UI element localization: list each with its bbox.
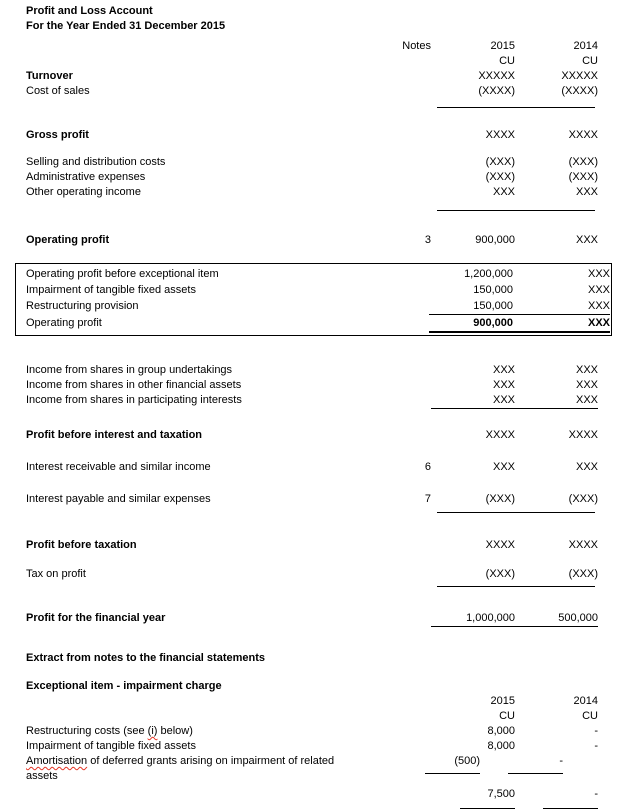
value-2014: XXX xyxy=(513,298,610,315)
row-impairment-tangible-assets xyxy=(26,282,610,298)
row-profit-before-interest-taxation xyxy=(26,428,598,443)
year-2015-header: 2015 xyxy=(490,695,515,707)
value-2015: XXXX xyxy=(485,129,515,141)
notes-currency-header-row xyxy=(26,709,598,724)
row-label: Administrative expenses xyxy=(26,171,146,183)
value-2015: (500) xyxy=(396,754,480,774)
row-impairment-tangible-assets-note xyxy=(26,739,598,754)
spellcheck-flagged-text: (i) xyxy=(147,725,158,737)
value-2015: 8,000 xyxy=(487,725,515,737)
currency-2015: CU xyxy=(499,55,515,67)
value-2015: XXX xyxy=(492,186,515,198)
value-2015: (XXXX) xyxy=(478,85,515,97)
year-2015-header: 2015 xyxy=(490,40,515,52)
value-2015: 150,000 xyxy=(429,298,513,315)
row-label: Impairment of tangible fixed assets xyxy=(26,740,196,752)
value-2014: XXX xyxy=(515,393,598,409)
value-2014: XXXX xyxy=(568,129,598,141)
currency-2014: CU xyxy=(582,710,598,722)
row-tax-on-profit xyxy=(26,567,598,582)
row-label: Profit before taxation xyxy=(26,539,137,551)
row-label: Selling and distribution costs xyxy=(26,156,166,168)
note-ref: 6 xyxy=(424,461,431,473)
row-label: Gross profit xyxy=(26,129,89,141)
value-2015: XXX xyxy=(492,379,515,391)
row-restructuring-costs xyxy=(26,724,598,739)
value-2015: XXXX xyxy=(485,539,515,551)
row-amortisation-deferred-grants xyxy=(26,754,598,784)
value-2014: (XXXX) xyxy=(561,85,598,97)
row-gross-profit xyxy=(26,128,598,143)
rule xyxy=(543,808,598,809)
notes-column-header-row xyxy=(26,694,598,709)
row-income-other-financial-assets xyxy=(26,378,598,393)
note-ref: 3 xyxy=(424,234,431,246)
row-label: Restructuring costs (see (i) below) xyxy=(26,725,193,737)
row-label: Operating profit xyxy=(26,234,110,246)
row-label: Restructuring provision xyxy=(26,300,139,312)
row-label: Impairment of tangible fixed assets xyxy=(26,284,196,296)
row-selling-distribution xyxy=(26,155,598,170)
rule xyxy=(508,773,563,774)
row-interest-payable xyxy=(26,492,598,507)
row-exceptional-total xyxy=(26,787,598,802)
row-label: Interest payable and similar expenses xyxy=(26,493,211,505)
value-2015: 900,000 xyxy=(475,234,515,246)
value-2014: XXX xyxy=(575,234,598,246)
value-2015: XXXX xyxy=(485,429,515,441)
bottom-rule-row xyxy=(26,804,598,809)
value-2014: - xyxy=(480,754,563,774)
year-2014-header: 2014 xyxy=(573,695,598,707)
exceptional-item-subheading: Exceptional item - impairment charge xyxy=(26,680,222,692)
row-restructuring-provision xyxy=(26,298,610,315)
value-2015: (XXX) xyxy=(485,156,515,168)
currency-header-row xyxy=(26,54,598,69)
value-2014: XXX xyxy=(575,461,598,473)
value-2015: 8,000 xyxy=(487,740,515,752)
value-2014: - xyxy=(594,725,598,737)
row-label: Tax on profit xyxy=(26,568,86,580)
notes-column-header: Notes xyxy=(402,40,431,52)
value-2014: (XXX) xyxy=(568,493,598,505)
value-2015: XXX xyxy=(492,364,515,376)
row-profit-before-taxation xyxy=(26,538,598,553)
row-label: Profit for the financial year xyxy=(26,612,166,624)
currency-2014: CU xyxy=(582,55,598,67)
year-2014-header: 2014 xyxy=(573,40,598,52)
value-2015: 1,000,000 xyxy=(431,611,515,627)
value-2015: (XXX) xyxy=(485,568,515,580)
row-label: Operating profit xyxy=(26,317,102,329)
value-2015: 150,000 xyxy=(473,284,513,296)
page-subtitle: For the Year Ended 31 December 2015 xyxy=(26,20,226,32)
row-label: Operating profit before exceptional item xyxy=(26,268,219,280)
exceptional-item-box xyxy=(15,263,612,336)
row-label: Cost of sales xyxy=(26,85,90,97)
value-2014: XXX xyxy=(575,379,598,391)
value-2015: 7,500 xyxy=(487,788,515,800)
value-2014: XXX xyxy=(575,186,598,198)
note-ref: 7 xyxy=(424,493,431,505)
row-label: Interest receivable and similar income xyxy=(26,461,211,473)
value-2014: XXXX xyxy=(568,429,598,441)
value-2014: (XXX) xyxy=(568,156,598,168)
value-2015: XXX xyxy=(492,461,515,473)
row-cost-of-sales xyxy=(26,84,598,99)
value-2015: (XXX) xyxy=(485,171,515,183)
value-2014: (XXX) xyxy=(568,171,598,183)
value-2015: (XXX) xyxy=(485,493,515,505)
row-operating-profit-before-exceptional xyxy=(26,266,610,282)
rule xyxy=(425,773,480,774)
row-label: Turnover xyxy=(26,70,73,82)
row-turnover xyxy=(26,69,598,84)
rule xyxy=(460,808,515,809)
currency-2015: CU xyxy=(499,710,515,722)
notes-extract-heading: Extract from notes to the financial statements xyxy=(26,652,265,664)
row-interest-receivable xyxy=(26,460,598,475)
row-income-group-undertakings xyxy=(26,363,598,378)
value-2015: 900,000 xyxy=(429,315,513,333)
spellcheck-flagged-text: Amortisation xyxy=(26,755,88,767)
value-2014: XXXX xyxy=(568,539,598,551)
value-2015: 1,200,000 xyxy=(464,268,513,280)
row-label: Amortisation of deferred grants arising on impairment of related assets xyxy=(26,755,335,782)
page-title: Profit and Loss Account xyxy=(26,5,153,17)
value-2014: XXX xyxy=(587,268,610,280)
value-2014: (XXX) xyxy=(568,568,598,580)
value-2014: 500,000 xyxy=(515,611,598,627)
row-other-operating-income xyxy=(26,185,598,200)
value-2014: XXX xyxy=(575,364,598,376)
row-income-participating-interests xyxy=(26,393,598,409)
value-2014: XXX xyxy=(587,284,610,296)
value-2015: XXX xyxy=(431,393,515,409)
row-label: Income from shares in other financial assets xyxy=(26,379,242,391)
row-label: Other operating income xyxy=(26,186,141,198)
value-2015: XXXXX xyxy=(478,70,515,82)
value-2014: XXXXX xyxy=(561,70,598,82)
row-operating-profit-boxed xyxy=(26,315,610,333)
row-label: Profit before interest and taxation xyxy=(26,429,203,441)
row-operating-profit xyxy=(26,233,598,248)
column-header-row xyxy=(26,39,598,54)
value-2014: - xyxy=(594,788,598,800)
row-profit-for-financial-year xyxy=(26,611,598,627)
row-label: Income from shares in participating interests xyxy=(26,394,242,406)
row-admin-expenses xyxy=(26,170,598,185)
value-2014: XXX xyxy=(513,315,610,333)
row-label: Income from shares in group undertakings xyxy=(26,364,233,376)
value-2014: - xyxy=(594,740,598,752)
